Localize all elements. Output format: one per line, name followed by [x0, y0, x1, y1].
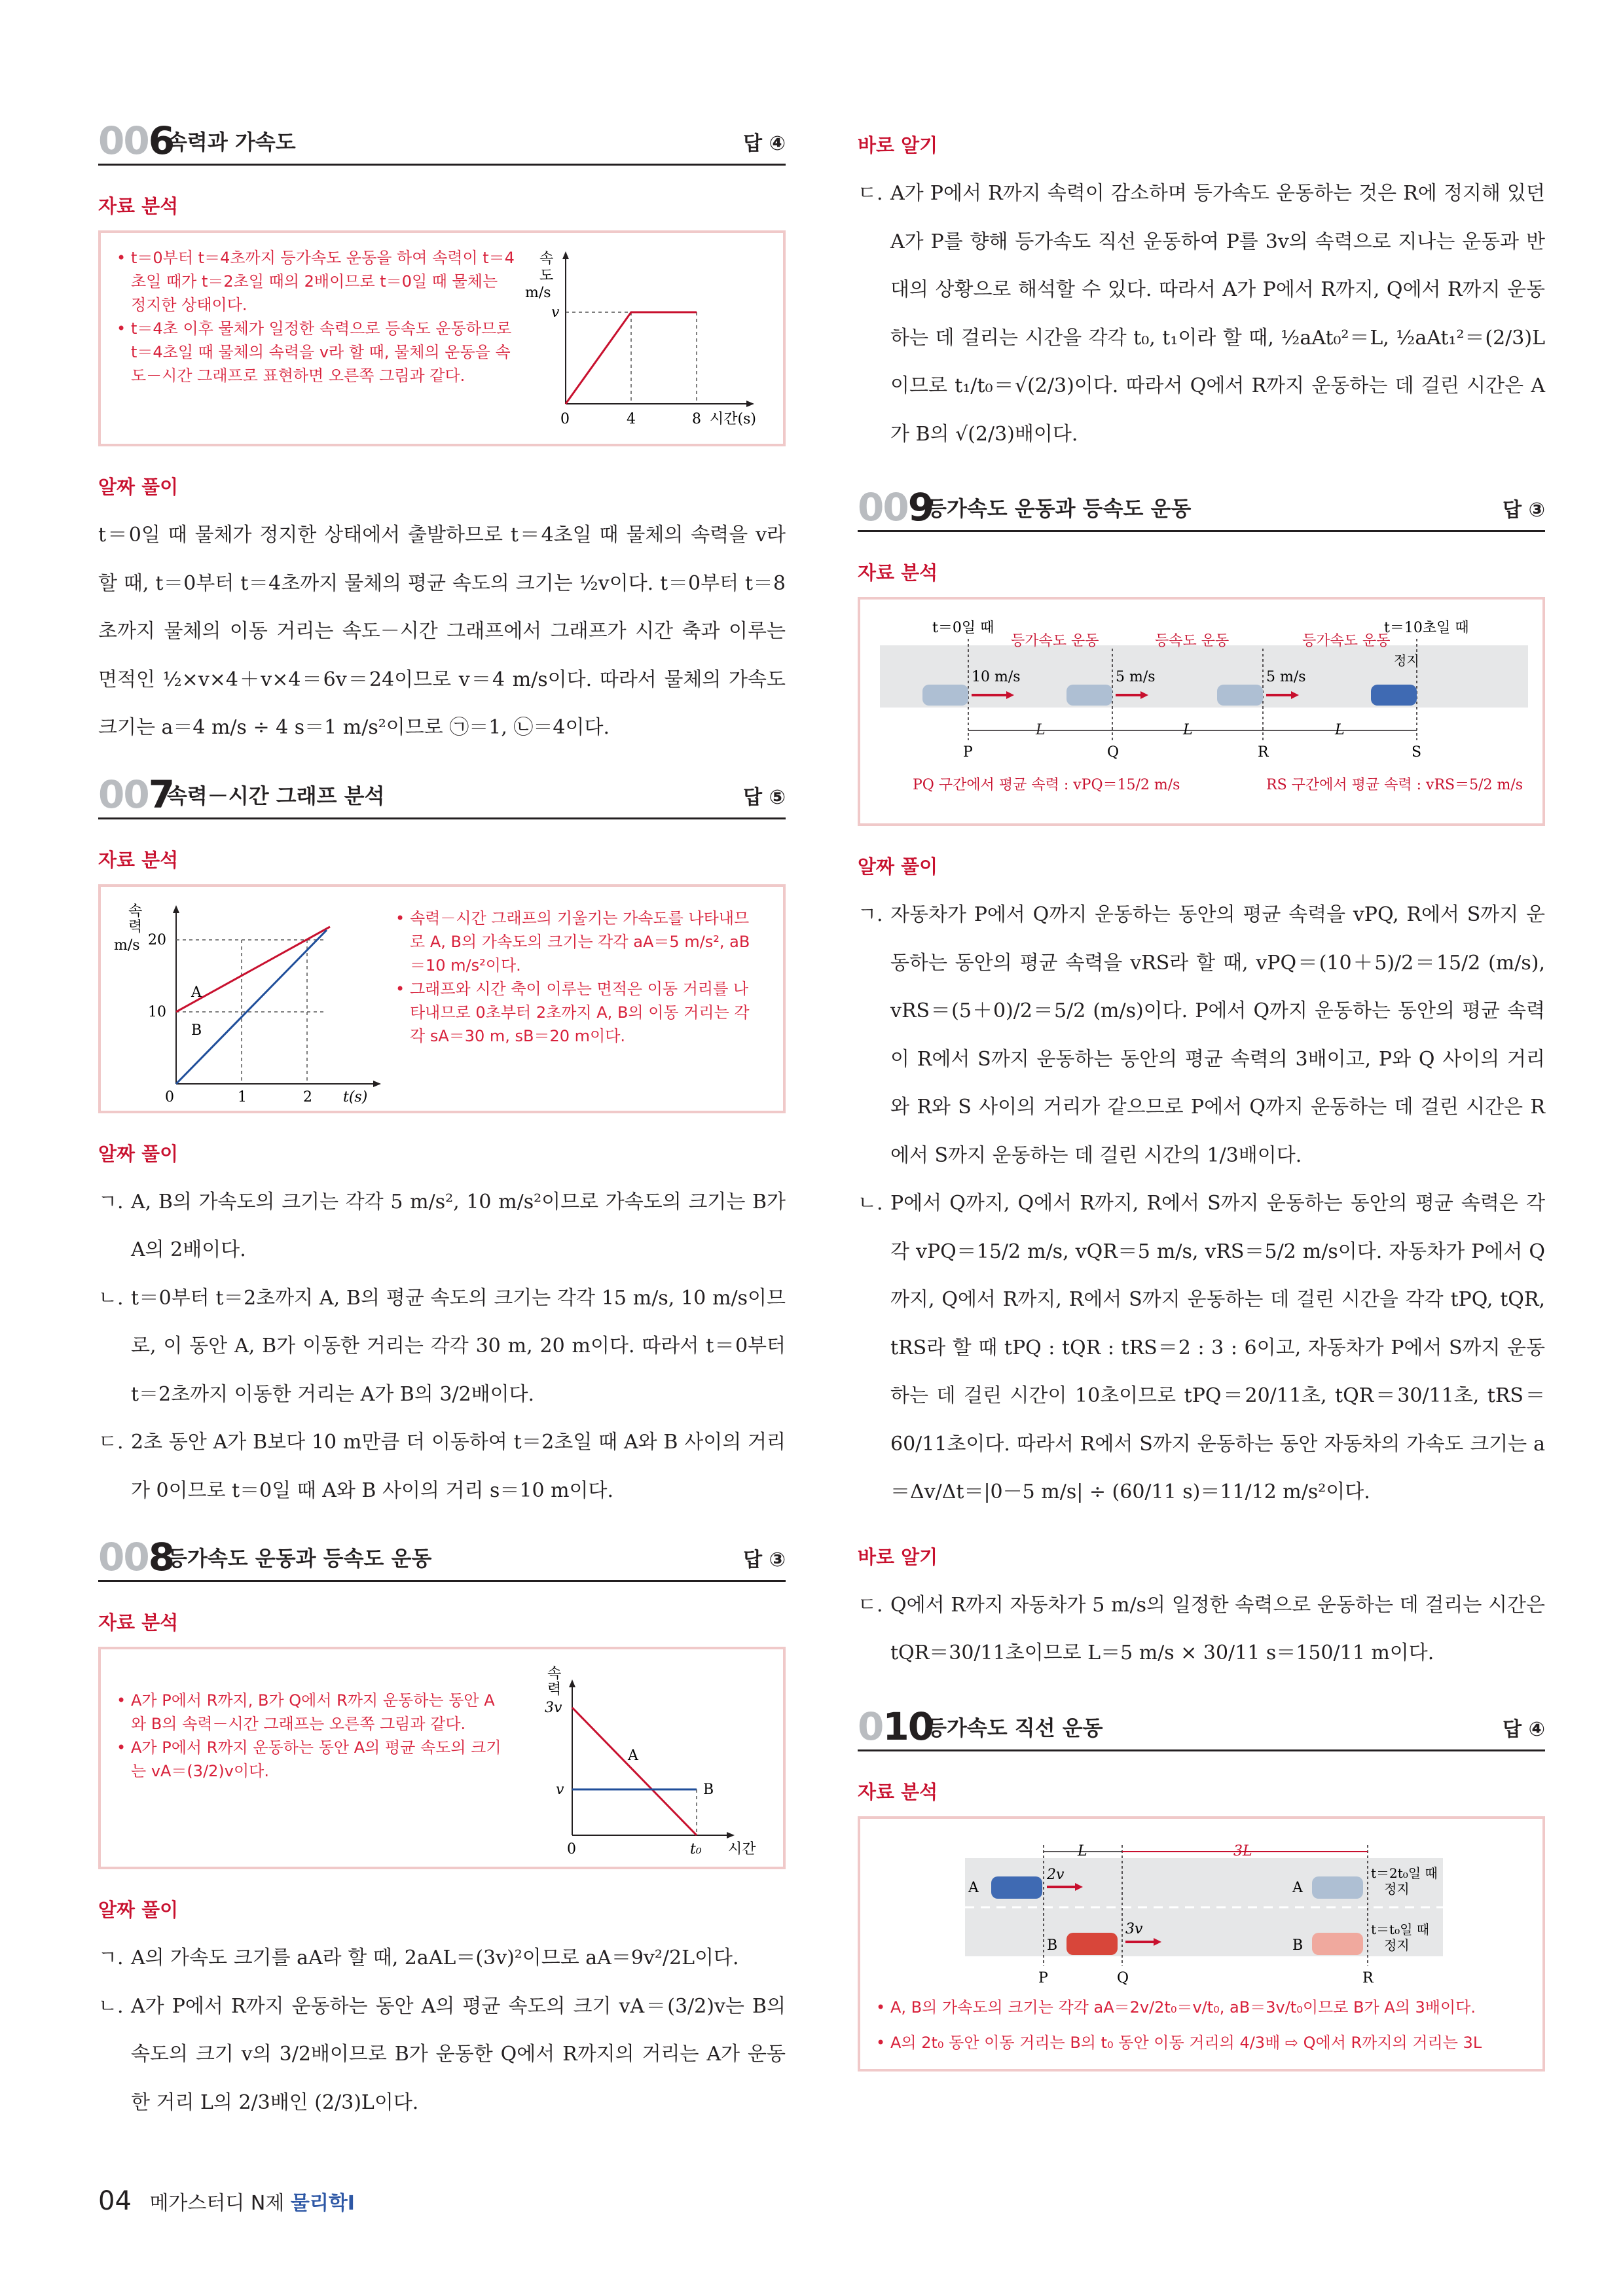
book-title: 메가스터디 N제	[149, 2192, 285, 2215]
section-number	[98, 1535, 174, 1579]
y-axis-unit: m/s	[114, 937, 140, 954]
x-axis-arrow	[727, 1832, 735, 1839]
data-analysis-label: 자료 분석	[98, 1611, 179, 1634]
right-column	[858, 118, 1545, 2072]
section-title: 등가속도 운동과 등속도 운동	[167, 1546, 432, 1571]
analysis-item: • A의 2t₀ 동안 이동 거리는 B의 t₀ 동안 이동 거리의 4/3배 ⇨ Q에서 R까지의 거리는 3L	[876, 2031, 1524, 2054]
data-analysis-box	[858, 1816, 1545, 2072]
quick-check-item	[858, 1581, 1545, 1677]
point-q: Q	[1117, 1969, 1129, 1986]
motion-diagram	[860, 600, 1542, 823]
point-s: S	[1412, 744, 1422, 761]
segment-label-3: 등가속도 운동	[1302, 633, 1391, 649]
speed-label-3: 5 m/s	[1266, 669, 1306, 685]
car-icon	[1312, 1876, 1363, 1899]
item-marker: ㄷ.	[858, 1593, 883, 1617]
tick-label-1: 1	[238, 1088, 247, 1105]
section-010-header	[858, 1704, 1545, 1751]
x-axis-label: 시간	[728, 1841, 756, 1857]
speed-label-2: 5 m/s	[1116, 669, 1156, 685]
section-number	[858, 1704, 934, 1749]
item-marker: ㄴ.	[98, 1286, 124, 1310]
solution-item	[98, 1982, 786, 2127]
x-axis-label: t(s)	[343, 1088, 368, 1105]
car-icon	[922, 685, 968, 706]
solution-item	[98, 1934, 786, 1982]
data-analysis-box	[858, 597, 1545, 826]
x-axis-label: 시간(s)	[710, 411, 756, 427]
point-p: P	[1038, 1969, 1048, 1986]
y-axis-label: 도	[539, 268, 554, 284]
data-analysis-box	[98, 884, 786, 1113]
tick-label-20: 20	[148, 931, 166, 948]
car-b-stop-label: 정지	[1384, 1937, 1410, 1953]
number-prefix: 00	[98, 1535, 149, 1579]
tick-label-0: 0	[560, 411, 570, 427]
distance-label: L	[1078, 1842, 1087, 1859]
pq-average-note: PQ 구간에서 평균 속력 : vPQ＝15/2 m/s	[913, 777, 1180, 793]
item-marker: ㄴ.	[858, 1192, 883, 1215]
car-icon	[1371, 685, 1417, 706]
y-axis-label: 력	[547, 1681, 562, 1698]
left-column	[98, 118, 786, 2126]
subject-title: 물리학Ⅰ	[290, 2192, 355, 2215]
number-prefix: 0	[858, 1704, 883, 1749]
segment-label-1: 등가속도 운동	[1011, 633, 1099, 649]
page-number: 04	[98, 2186, 132, 2216]
answer-label: 답 ③	[743, 1549, 786, 1571]
section-number	[858, 485, 934, 529]
item-text: Q에서 R까지 자동차가 5 m/s의 일정한 속력으로 운동하는 데 걸리는 시간은 tQR＝30/11초이므로 L＝5 m/s × 30/11 s＝150/11 m이다.	[890, 1593, 1545, 1664]
number-suffix: 8	[148, 1535, 174, 1579]
line-b	[176, 930, 327, 1084]
item-text: P에서 Q까지, Q에서 R까지, R에서 S까지 운동하는 동안의 평균 속력은 각각 vPQ＝15/2 m/s, vQR＝5 m/s, vRS＝5/2 m/s이다. 자동차가 P에서 Q까지, Q에서 R까지, R에서 S까지 운동하는 데 걸린 시간을 각각 tPQ, tQR, tRS라 할 때 tPQ : tQR : tRS＝2 : 3 : 6이고, 자동차가 P에서 S까지 운동하는 데 걸린 시간이 10초이므로 tPQ＝20/11초, tQR＝30/11초, tRS＝60/11초이다. 따라서 R에서 S까지 운동하는 동안 자동차의 가속도 크기는 a＝Δv/Δt＝|0－5 m/s| ÷ (60/11 s)＝11/12 m/s²이다.	[890, 1192, 1545, 1503]
item-text: 자동차가 P에서 Q까지 운동하는 동안의 평균 속력을 vPQ, R에서 S까지 운동하는 동안의 평균 속력을 vRS라 할 때, vPQ＝(10＋5)/2＝15/2 (m/s), vRS＝(5＋0)/2＝5/2 (m/s)이다. P에서 Q까지 운동하는 동안의 평균 속력이 R에서 S까지 운동하는 동안의 평균 속력의 3배이고, P와 Q 사이의 거리와 R와 S 사이의 거리가 같으므로 P에서 Q까지 운동하는 데 걸린 시간은 R에서 S까지 운동하는 데 걸린 시간의 1/3배이다.	[890, 903, 1545, 1167]
y-axis-label: 속	[539, 251, 554, 267]
car-b-time-label: t＝t₀일 때	[1371, 1921, 1430, 1937]
solution-text: t＝0일 때 물체가 정지한 상태에서 출발하므로 t＝4초일 때 물체의 속력을 v라 할 때, t＝0부터 t＝4초까지 물체의 평균 속도의 크기는 ½v이다. t＝0부터 t＝8초까지 물체의 이동 거리는 속도－시간 그래프에서 그래프가 시간 축과 이루는 면적인 ½×v×4＋v×4＝6v＝24이므로 v＝4 m/s이다. 따라서 물체의 가속도 크기는 a＝4 m/s ÷ 4 s＝1 m/s²이므로 ㉠＝1, ㉡＝4이다.	[98, 524, 786, 739]
y-axis-arrow	[562, 251, 569, 259]
speed-time-graph	[107, 897, 389, 1107]
answer-label: 답 ⑤	[743, 785, 786, 809]
car-a-label: A	[968, 1879, 979, 1896]
tick-label-10: 10	[148, 1003, 166, 1020]
line-a	[572, 1708, 697, 1835]
item-marker: ㄴ.	[98, 1994, 124, 2018]
data-analysis-box	[98, 230, 786, 446]
y-axis-label: 속	[547, 1666, 562, 1682]
section-006-header	[98, 118, 786, 166]
data-analysis-label: 자료 분석	[858, 1780, 938, 1803]
analysis-item: • t＝0부터 t＝4초까지 등가속도 운동을 하여 속력이 t＝4초일 때가 t＝2초일 때의 2배이므로 t＝0일 때 물체는 정지한 상태이다.	[117, 246, 516, 317]
car-icon	[1067, 1933, 1118, 1955]
section-number	[98, 118, 174, 163]
data-analysis-box	[98, 1647, 786, 1869]
data-analysis-label: 자료 분석	[98, 848, 179, 871]
analysis-item: • A가 P에서 R까지 운동하는 동안 A의 평균 속도의 크기는 vA＝(3/2)v이다.	[117, 1736, 509, 1783]
item-marker: ㄷ.	[98, 1431, 124, 1454]
item-marker: ㄱ.	[858, 903, 883, 926]
tick-label-8: 8	[692, 411, 701, 427]
point-q: Q	[1107, 744, 1120, 761]
line-a-label: A	[628, 1748, 638, 1764]
solution-label: 알짜 풀이	[98, 1142, 179, 1165]
page-footer	[98, 2186, 355, 2216]
distance-label: 3L	[1233, 1842, 1252, 1859]
time-label-start: t＝0일 때	[932, 620, 994, 636]
number-prefix: 00	[98, 772, 149, 817]
car-a-label: A	[1292, 1879, 1303, 1896]
section-title: 속력과 가속도	[167, 130, 296, 154]
tick-label-0: 0	[567, 1841, 576, 1857]
solution-label: 알짜 풀이	[98, 476, 179, 498]
point-r: R	[1362, 1969, 1374, 1986]
tick-label-2: 2	[303, 1088, 312, 1105]
line-b-label: B	[703, 1782, 714, 1798]
line-b-label: B	[191, 1022, 202, 1039]
car-icon	[991, 1876, 1042, 1899]
solution-item	[858, 1179, 1545, 1516]
car-b-label: B	[1047, 1937, 1058, 1954]
distance-label: L	[1183, 722, 1193, 738]
number-suffix: 7	[148, 772, 174, 817]
solution-item	[98, 1274, 786, 1419]
stop-label: 정지	[1394, 653, 1419, 668]
data-analysis-label: 자료 분석	[858, 562, 938, 584]
velocity-time-graph	[513, 237, 769, 440]
quick-check-label: 바로 알기	[858, 134, 938, 156]
section-number	[98, 772, 174, 817]
solution-label: 알짜 풀이	[98, 1899, 179, 1921]
car-a-stop-label: 정지	[1384, 1880, 1410, 1897]
item-text: 2초 동안 A가 B보다 10 m만큼 더 이동하여 t＝2초일 때 A와 B 사이의 거리가 0이므로 t＝0일 때 A와 B 사이의 거리 s＝10 m이다.	[131, 1431, 786, 1502]
point-p: P	[963, 744, 973, 761]
time-label-end: t＝10초일 때	[1384, 620, 1469, 636]
number-suffix: 9	[907, 485, 934, 529]
quick-check-item	[858, 170, 1545, 458]
y-axis-arrow	[173, 905, 179, 913]
tick-label-0: 0	[165, 1088, 174, 1105]
distance-label: L	[1335, 722, 1345, 738]
analysis-item: • 그래프와 시간 축이 이루는 면적은 이동 거리를 나타내므로 0초부터 2초까지 A, B의 이동 거리는 각각 sA＝30 m, sB＝20 m이다.	[395, 977, 762, 1048]
solution-label: 알짜 풀이	[858, 855, 938, 878]
analysis-item: • A가 P에서 R까지, B가 Q에서 R까지 운동하는 동안 A와 B의 속력－시간 그래프는 오른쪽 그림과 같다.	[117, 1689, 509, 1736]
section-009-header	[858, 484, 1545, 532]
number-prefix: 00	[98, 118, 149, 163]
car-icon	[1217, 685, 1263, 706]
tick-label-3v: 3v	[545, 1700, 562, 1716]
item-marker: ㄱ.	[98, 1946, 124, 1969]
y-axis-label: 력	[128, 918, 143, 935]
line-a-label: A	[191, 984, 202, 1001]
section-title: 등가속도 운동과 등속도 운동	[926, 496, 1192, 521]
x-axis-arrow	[746, 401, 754, 407]
tick-label-4: 4	[627, 411, 636, 427]
item-text: A가 P에서 R까지 운동하는 동안 A의 평균 속도의 크기 vA＝(3/2)v는 B의 속도의 크기 v의 3/2배이므로 B가 운동한 Q에서 R까지의 거리는 A가 운동한 거리 L의 2/3배인 (2/3)L이다.	[131, 1994, 786, 2114]
analysis-item: • t＝4초 이후 물체가 일정한 속력으로 등속도 운동하므로 t＝4초일 때 물체의 속력을 v라 할 때, 물체의 운동을 속도－시간 그래프로 표현하면 오른쪽 그림과 같다.	[117, 317, 516, 387]
speed-label-b: 3v	[1125, 1920, 1143, 1937]
solution-item	[858, 891, 1545, 1179]
car-icon	[1312, 1933, 1363, 1955]
car-icon	[1067, 685, 1112, 706]
section-008-header	[98, 1534, 786, 1582]
distance-label: L	[1036, 722, 1046, 738]
item-text: A가 P에서 R까지 속력이 감소하며 등가속도 운동하는 것은 R에 정지해 있던 A가 P를 향해 등가속도 직선 운동하여 P를 3v의 속력으로 지나는 운동과 반대의 상황으로 해석할 수 있다. 따라서 A가 P에서 R까지, Q에서 R까지 운동하는 데 걸리는 시간을 각각 t₀, t₁이라 할 때, ½aAt₀²＝L, ½aAt₁²＝(2/3)L이므로 t₁/t₀＝√(2/3)이다. 따라서 Q에서 R까지 운동하는 데 걸린 시간은 A가 B의 √(2/3)배이다.	[890, 182, 1545, 446]
quick-check-label: 바로 알기	[858, 1545, 938, 1568]
speed-label-a: 2v	[1047, 1866, 1065, 1883]
y-axis-unit: m/s	[525, 285, 551, 301]
data-analysis-label: 자료 분석	[98, 195, 179, 217]
car-b-label: B	[1292, 1937, 1304, 1954]
item-text: A의 가속도 크기를 aA라 할 때, 2aAL＝(3v)²이므로 aA＝9v²/2L이다.	[131, 1946, 739, 1969]
item-marker: ㄱ.	[98, 1190, 124, 1213]
y-axis-arrow	[569, 1679, 575, 1687]
item-text: A, B의 가속도의 크기는 각각 5 m/s², 10 m/s²이므로 가속도의 크기는 B가 A의 2배이다.	[131, 1190, 786, 1261]
section-007-header	[98, 772, 786, 819]
section-title: 등가속도 직선 운동	[926, 1715, 1103, 1740]
segment-label-2: 등속도 운동	[1155, 633, 1230, 649]
item-text: t＝0부터 t＝2초까지 A, B의 평균 속도의 크기는 각각 15 m/s, 10 m/s이므로, 이 동안 A, B가 이동한 거리는 각각 30 m, 20 m이다. 따라서 t＝0부터 t＝2초까지 이동한 거리는 A가 B의 3/2배이다.	[131, 1286, 786, 1406]
point-r: R	[1258, 744, 1269, 761]
number-suffix: 6	[148, 118, 174, 163]
tick-label-v: v	[551, 304, 560, 321]
section-title: 속력－시간 그래프 분석	[167, 783, 385, 808]
number-suffix: 10	[883, 1704, 934, 1749]
answer-label: 답 ③	[1503, 499, 1545, 522]
item-marker: ㄷ.	[858, 182, 883, 205]
answer-label: 답 ④	[1503, 1717, 1545, 1741]
number-prefix: 00	[858, 485, 908, 529]
analysis-item: • 속력－시간 그래프의 기울기는 가속도를 나타내므로 A, B의 가속도의 크기는 각각 aA＝5 m/s², aB＝10 m/s²이다.	[395, 906, 762, 977]
solution-item	[98, 1178, 786, 1274]
tick-label-t0: t₀	[690, 1841, 702, 1857]
tick-label-v: v	[556, 1782, 564, 1798]
speed-time-graph	[520, 1659, 775, 1861]
answer-label: 답 ④	[743, 132, 786, 155]
analysis-item: • A, B의 가속도의 크기는 각각 aA＝2v/2t₀＝v/t₀, aB＝3v/t₀이므로 B가 A의 3배이다.	[876, 1996, 1524, 2019]
solution-item	[98, 1418, 786, 1515]
car-a-time-label: t＝2t₀일 때	[1371, 1865, 1438, 1881]
rs-average-note: RS 구간에서 평균 속력 : vRS＝5/2 m/s	[1266, 777, 1523, 793]
y-axis-label: 속	[128, 903, 143, 920]
speed-label-1: 10 m/s	[972, 669, 1021, 685]
x-axis-arrow	[373, 1081, 381, 1087]
